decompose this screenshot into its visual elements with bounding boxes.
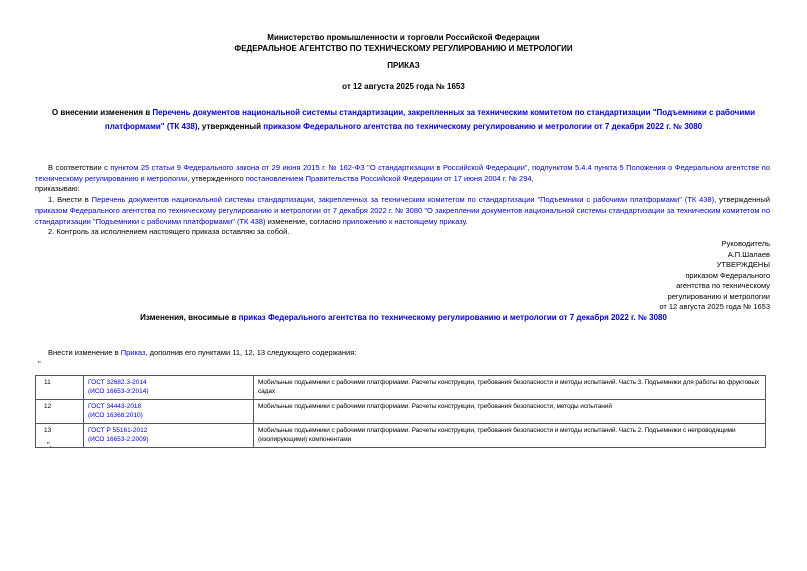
open-quote-mark: " bbox=[38, 359, 41, 368]
standard-description-cell: Мобильные подъемники с рабочими платформами. Расчеты конструкции, требования безопасности и методы испытаний. Часть 2. Подъемники с непроводящими (изолирующими) компонентами bbox=[254, 424, 766, 448]
doc-type: ПРИКАЗ bbox=[387, 61, 420, 70]
item1-link-prilozhenie[interactable]: приложению к настоящему приказу bbox=[342, 216, 466, 226]
standards-table bbox=[35, 375, 766, 448]
approved-label: УТВЕРЖДЕНЫ bbox=[716, 260, 770, 269]
intro-text-2: , bbox=[527, 163, 533, 172]
annex-intro-link-prikaz[interactable]: Приказ bbox=[120, 348, 146, 357]
table-row bbox=[36, 424, 766, 448]
signature-block bbox=[659, 239, 770, 313]
standard-description-cell: Мобильные подъемники с рабочими платформами. Расчеты конструкции, требования безопасности, методы испытаний bbox=[254, 400, 766, 424]
agency-line: ФЕДЕРАЛЬНОЕ АГЕНТСТВО ПО ТЕХНИЧЕСКОМУ РЕГУЛИРОВАНИЮ И МЕТРОЛОГИИ bbox=[234, 44, 573, 53]
gost-standard-link[interactable] bbox=[88, 379, 249, 396]
item1-text-1: 1. Внести в bbox=[48, 195, 92, 205]
title-link-perechen[interactable]: Перечень документов национальной системы стандартизации, закрепленных за техническим комитетом по стандартизации "Подъемники с рабочими платформами" (ТК 438) bbox=[104, 108, 756, 131]
iso-number[interactable]: (ИСО 16653-3:2014) bbox=[88, 387, 149, 395]
approved-by-line-2: агентства по техническому bbox=[676, 281, 770, 290]
iso-number[interactable]: (ИСО 16368:2010) bbox=[88, 411, 143, 419]
gost-link-cell bbox=[84, 376, 254, 400]
doc-body bbox=[35, 163, 770, 238]
gost-number[interactable]: ГОСТ Р 55161-2012 bbox=[88, 427, 148, 434]
intro-text-4: , bbox=[531, 173, 534, 183]
item1-paragraph bbox=[35, 195, 770, 227]
doc-title bbox=[30, 106, 777, 134]
signature-name: А.П.Шалаев bbox=[727, 249, 770, 259]
annex-heading-link-prikaz-3080[interactable]: приказ Федерального агентства по техническому регулированию и метрологии от 7 декабря 2022 г. № 3080 bbox=[238, 313, 667, 322]
intro-text-3: , утвержденного bbox=[187, 173, 246, 183]
gost-number[interactable]: ГОСТ 34443-2018 bbox=[88, 403, 142, 410]
item1-text-2: , утвержденный bbox=[714, 195, 770, 205]
doc-date-number: от 12 августа 2025 года № 1653 bbox=[342, 82, 465, 91]
title-link-prikaz-3080[interactable]: приказом Федерального агентства по техническому регулированию и метрологии от 7 декабря 2022 г. № 3080 bbox=[263, 122, 703, 131]
gost-standard-link[interactable] bbox=[88, 427, 249, 444]
signature-role: Руководитель bbox=[721, 239, 770, 248]
ministry-line: Министерство промышленности и торговли Российской Федерации bbox=[267, 33, 540, 42]
intro-link-postanovlenie-294[interactable]: постановлением Правительства Российской Федерации от 17 июня 2004 г. № 294 bbox=[245, 173, 532, 183]
item1-text-3: изменение, согласно bbox=[265, 216, 343, 226]
intro-link-polozhenie[interactable]: подпунктом 5.4.4 пункта 5 Положения о Федеральном агентстве по техническому регулированию и метрологии bbox=[35, 163, 771, 183]
gost-link-cell bbox=[84, 424, 254, 448]
row-number-cell: 11 bbox=[36, 376, 84, 400]
item1-link-prikaz-3080[interactable]: приказом Федерального агентства по техническому регулированию и метрологии от 7 декабря 2022 г. № 3080 "О закреплении документов национальной системы стандартизации за техническим комитетом по стандартизации "Подъемники с рабочими платформами" (ТК 438) bbox=[35, 205, 770, 226]
table-row bbox=[36, 400, 766, 424]
annex-intro bbox=[35, 348, 770, 359]
annex-intro-text-2: , дополнив его пунктами 11, 12, 13 следующего содержания: bbox=[145, 348, 357, 357]
gost-standard-link[interactable] bbox=[88, 403, 249, 420]
approved-by-line-3: регулированию и метрологии bbox=[667, 291, 770, 301]
row-number-cell: 13 bbox=[36, 424, 84, 448]
item1-text-4: . bbox=[465, 216, 468, 226]
item2-paragraph: 2. Контроль за исполнением настоящего приказа оставляю за собой. bbox=[48, 227, 290, 237]
approved-by-line-1: приказом Федерального bbox=[685, 270, 770, 280]
intro-text-1: В соответствии с bbox=[48, 163, 111, 172]
title-text-1: О внесении изменения в bbox=[51, 108, 153, 117]
intro-paragraph bbox=[35, 163, 770, 184]
annex-heading-text: Изменения, вносимые в bbox=[140, 313, 239, 322]
annex-heading bbox=[30, 312, 777, 324]
table-row bbox=[36, 376, 766, 400]
item1-link-perechen[interactable]: Перечень документов национальной системы стандартизации, закрепленных за техническим комитетом по стандартизации "Подъемники с рабочими платформами" (ТК 438) bbox=[91, 195, 715, 205]
title-text-2: , утвержденный bbox=[197, 122, 264, 131]
order-word: приказываю: bbox=[35, 184, 80, 194]
approved-date-number: от 12 августа 2025 года № 1653 bbox=[659, 302, 770, 311]
document-header bbox=[0, 32, 807, 92]
annex-intro-text-1: Внести изменение в bbox=[48, 348, 121, 357]
standard-description-cell: Мобильные подъемники с рабочими платформами. Расчеты конструкции, требования безопасности и методы испытаний. Часть 3. Подъемники для работы во фруктовых садах bbox=[254, 376, 766, 400]
iso-number[interactable]: (ИСО 16653-2:2009) bbox=[88, 435, 149, 443]
gost-number[interactable]: ГОСТ 32682.3-2014 bbox=[88, 379, 147, 386]
intro-link-law-162fz[interactable]: пунктом 25 статьи 9 Федерального закона от 29 июня 2015 г. № 162-ФЗ "О стандартизации в Российской Федерации" bbox=[110, 163, 528, 172]
row-number-cell: 12 bbox=[36, 400, 84, 424]
close-quote-mark: ". bbox=[47, 440, 52, 449]
gost-link-cell bbox=[84, 400, 254, 424]
